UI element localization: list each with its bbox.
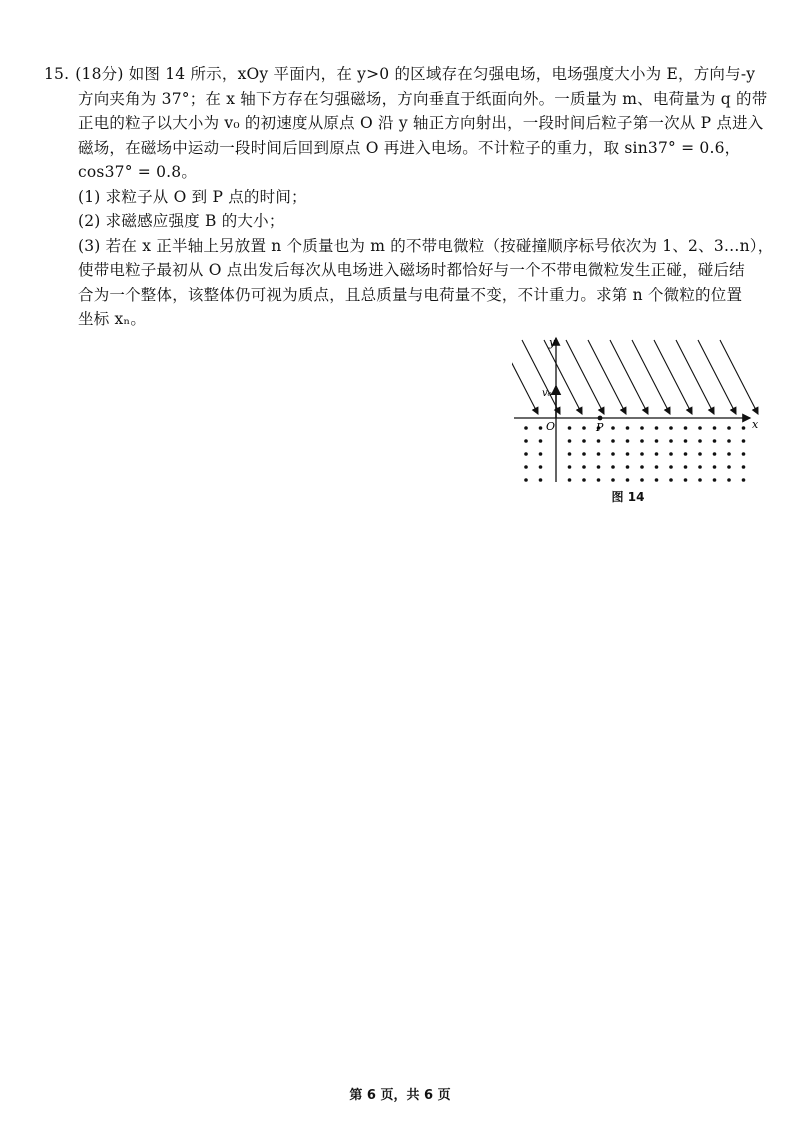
point-p-label: P (596, 421, 604, 434)
field-dot (626, 478, 630, 482)
field-dot (539, 439, 543, 443)
electric-field-lines (512, 340, 758, 414)
field-dot (539, 478, 543, 482)
y-axis-label: y (549, 336, 556, 349)
field-dot (582, 452, 586, 456)
question-line: 方向夹角为 37°；在 x 轴下方存在匀强磁场，方向垂直于纸面向外。一质量为 m、电荷量为 q 的带 (78, 89, 768, 108)
field-dot (713, 426, 717, 430)
question-15 (44, 62, 774, 332)
field-dot (713, 452, 717, 456)
field-dot (742, 452, 746, 456)
x-axis-label: x (752, 418, 759, 431)
question-line: 正电的粒子以大小为 v₀ 的初速度从原点 O 沿 y 轴正方向射出，一段时间后粒子第一次从 P 点进入 (78, 114, 764, 132)
field-dot (568, 426, 572, 430)
field-dot (582, 426, 586, 430)
field-dot (524, 426, 528, 430)
field-dot (727, 452, 731, 456)
field-dot (713, 465, 717, 469)
field-dot (539, 426, 543, 430)
field-line (588, 340, 626, 414)
field-dot (742, 465, 746, 469)
field-dot (611, 478, 615, 482)
field-dot (698, 465, 702, 469)
sub-question-3-line: 坐标 xₙ。 (78, 310, 147, 328)
field-dot (742, 426, 746, 430)
field-line (676, 340, 714, 414)
field-dot (640, 426, 644, 430)
field-dot (626, 452, 630, 456)
field-dot (727, 478, 731, 482)
field-dot (742, 439, 746, 443)
v0-label: v₀ (542, 388, 552, 399)
field-line (654, 340, 692, 414)
field-dot (655, 426, 659, 430)
field-line (632, 340, 670, 414)
field-dot (640, 478, 644, 482)
sub-question-3-line: 使带电粒子最初从 O 点出发后每次从电场进入磁场时都恰好与一个不带电微粒发生正碰，碰后结 (78, 261, 745, 279)
field-dot (727, 465, 731, 469)
field-line (610, 340, 648, 414)
field-dot (626, 465, 630, 469)
field-dot (727, 439, 731, 443)
sub-question-2: (2) 求磁感应强度 B 的大小； (78, 212, 285, 230)
field-dot (655, 478, 659, 482)
field-line (720, 340, 758, 414)
point-p (598, 416, 603, 421)
field-line (698, 340, 736, 414)
figure-caption: 图 14 (611, 490, 645, 504)
field-dot (669, 426, 673, 430)
question-number: 15. (44, 65, 70, 83)
field-dot (684, 452, 688, 456)
field-dot (582, 465, 586, 469)
field-dot (640, 465, 644, 469)
field-dot (626, 426, 630, 430)
field-dot (597, 452, 601, 456)
field-dot (524, 465, 528, 469)
field-dot (611, 452, 615, 456)
field-dot (568, 465, 572, 469)
field-dot (611, 465, 615, 469)
field-dot (640, 439, 644, 443)
field-dot (611, 426, 615, 430)
page-footer: 第 6 页，共 6 页 (349, 1088, 451, 1103)
field-dot (669, 439, 673, 443)
field-dot (698, 426, 702, 430)
field-dot (669, 452, 673, 456)
field-diagram (512, 336, 762, 486)
field-dot (684, 478, 688, 482)
sub-question-3: (3) 若在 x 正半轴上另放置 n 个质量也为 m 的不带电微粒（按碰撞顺序标号依次为 1、2、3…n）， (78, 236, 774, 255)
field-dot (568, 452, 572, 456)
field-dot (611, 439, 615, 443)
field-dot (626, 439, 630, 443)
field-dot (655, 439, 659, 443)
question-line: 磁场，在磁场中运动一段时间后回到原点 O 再进入电场。不计粒子的重力，取 sin37° = 0.6， (78, 138, 741, 157)
field-dot (582, 478, 586, 482)
field-dot (684, 426, 688, 430)
magnetic-field-dots (524, 426, 745, 482)
field-dot (713, 478, 717, 482)
field-dot (539, 452, 543, 456)
question-line: cos37° = 0.8。 (78, 163, 198, 181)
field-dot (684, 439, 688, 443)
field-dot (524, 452, 528, 456)
field-line (566, 340, 604, 414)
field-dot (568, 478, 572, 482)
field-dot (669, 478, 673, 482)
field-line (544, 340, 582, 414)
field-dot (524, 478, 528, 482)
field-dot (597, 439, 601, 443)
field-dot (698, 452, 702, 456)
field-dot (568, 439, 572, 443)
field-dot (655, 452, 659, 456)
origin-label: O (546, 420, 556, 433)
field-dot (684, 465, 688, 469)
field-dot (698, 478, 702, 482)
question-line: 15. (18分) 如图 14 所示，xOy 平面内，在 y>0 的区域存在匀强电场，电场强度大小为 E，方向与-y (44, 65, 756, 83)
field-dot (698, 439, 702, 443)
field-dot (713, 439, 717, 443)
field-line (512, 340, 538, 414)
field-line (522, 340, 560, 414)
field-dot (524, 439, 528, 443)
field-dot (539, 465, 543, 469)
field-dot (597, 465, 601, 469)
field-dot (640, 452, 644, 456)
field-dot (727, 426, 731, 430)
sub-question-3-line: 合为一个整体，该整体仍可视为质点，且总质量与电荷量不变，不计重力。求第 n 个微粒的位置 (78, 285, 743, 304)
field-dot (597, 478, 601, 482)
field-dot (742, 478, 746, 482)
field-dot (655, 465, 659, 469)
sub-question-1: (1) 求粒子从 O 到 P 点的时间； (78, 187, 307, 206)
field-dot (669, 465, 673, 469)
field-dot (582, 439, 586, 443)
